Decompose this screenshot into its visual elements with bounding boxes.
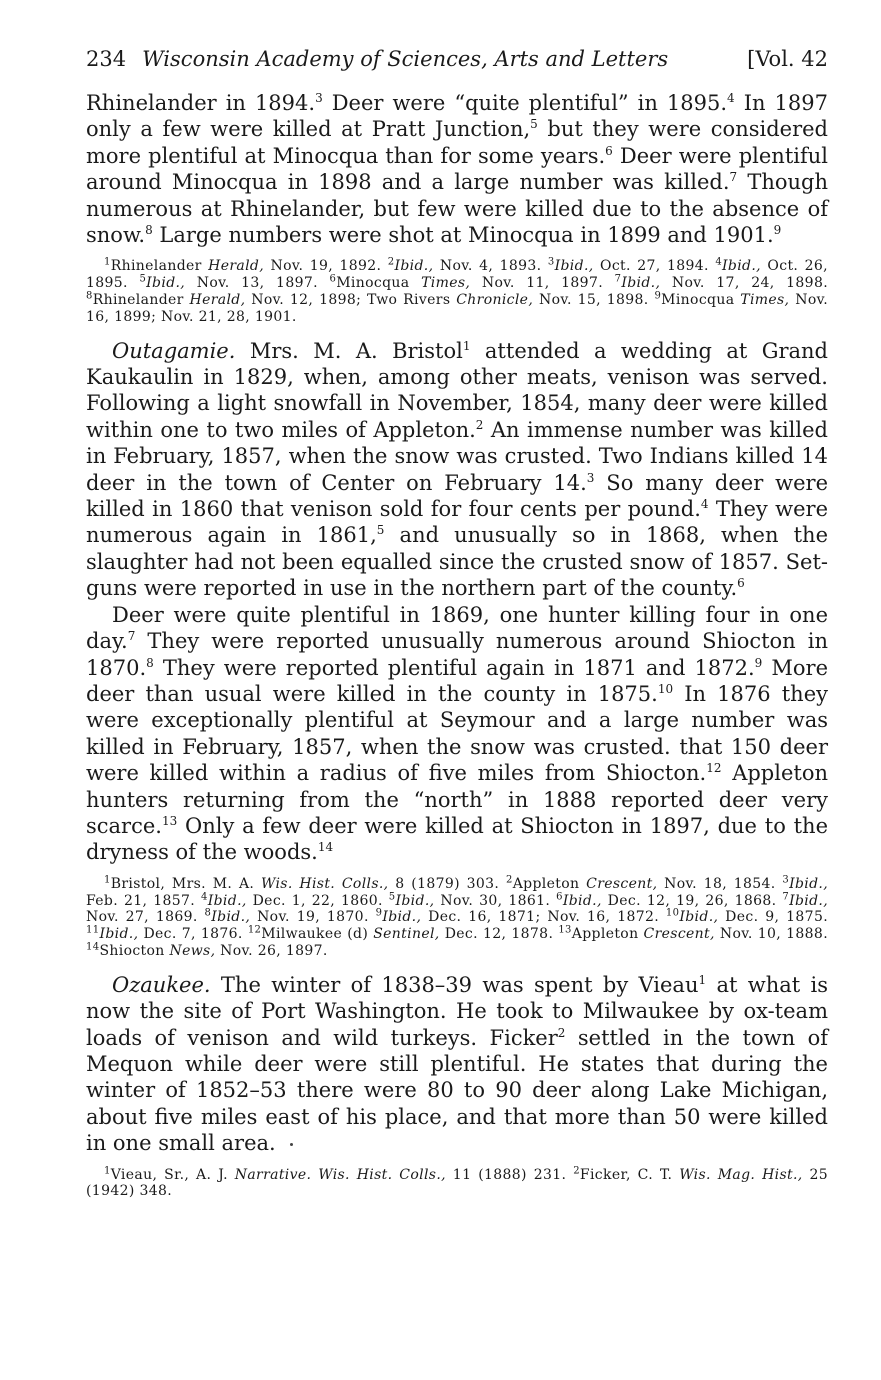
paragraph-rhinelander: Rhinelander in 1894.$^3$ Deer were “quite plentiful” in 1895.$^4$ In 1897 only a few were killed at Pratt Junction,$^5$ but they were considered more plentiful at Minocqua than for some years.$^6$ Deer were plentiful around Minocqua in 1898 and a large number was killed.$^7$ Though numerous at Rhinelander, but few were killed due to the absence of snow.$^8$ Large numbers were shot at Minocqua in 1899 and 1901.$^9$ bbox=[86, 91, 829, 248]
page bbox=[86, 44, 828, 1212]
paragraph-outagamie: Outagamie. Mrs. M. A. Bristol$^1$ attended a wedding at Grand Kaukaulin in 1829, when, among other meats, venison was served. Following a light snowfall in November, 1854, many deer were killed within one to two miles of Appleton.$^2$ An immense number was killed in February, 1857, when the snow was crusted. Two Indians killed 14 deer in the town of Center on February 14.$^3$ So many deer were killed in 1860 that venison sold for four cents per pound.$^4$ They were numerous again in 1861,$^5$ and unusually so in 1868, when the slaughter had not been equalled since the crusted snow of 1857. Set-guns were reported in use in the northern part of the county.$^6$ bbox=[86, 338, 829, 601]
county-heading-outagamie: Outagamie. bbox=[112, 338, 236, 363]
volume-label: [Vol. 42 bbox=[747, 47, 828, 71]
footnotes-block-1: $^1$Rhinelander Herald, Nov. 19, 1892. $^2$Ibid., Nov. 4, 1893. $^3$Ibid., Oct. 27, 1894. $^4$Ibid., Oct. 26, 1895. $^5$Ibid., Nov. 13, 1897. $^6$Minocqua Times, Nov. 11, 1897. $^7$Ibid., Nov. 17, 24, 1898. $^8$Rhinelander Herald, Nov. 12, 1898; Two Rivers Chronicle, Nov. 15, 1898. $^9$Minocqua Times, Nov. 16, 1899; Nov. 21, 28, 1901. bbox=[86, 256, 829, 325]
page-number: 234 bbox=[86, 47, 127, 71]
county-heading-ozaukee: Ozaukee. bbox=[112, 972, 211, 997]
footnotes-block-3: $^1$Vieau, Sr., A. J. Narrative. Wis. Hist. Colls., 11 (1888) 231. $^2$Ficker, C. T. Wis. Mag. Hist., 25 (1942) 348. bbox=[86, 1164, 828, 1200]
paragraph-outagamie-continued: Deer were quite plentiful in 1869, one hunter killing four in one day.$^7$ They were reported unusually numerous around Shiocton in 1870.$^8$ They were reported plentiful again in 1871 and 1872.$^9$ More deer than usual were killed in the county in 1875.10 In 1876 they were exceptionally plentiful at Seymour and a large number was killed in February, 1857, when the snow was crusted. that 150 deer were killed within a radius of five miles from Shiocton.$^{12}$ Appleton hunters returning from the “north” in 1888 reported deer very scarce.$^{13}$ Only a few deer were killed at Shiocton in 1897, due to the dryness of the woods.$^{14}$ bbox=[86, 602, 829, 865]
running-header bbox=[86, 44, 828, 74]
journal-title: Wisconsin Academy of Sciences, Arts and Letters bbox=[142, 47, 669, 71]
footnotes-block-2: $^1$Bristol, Mrs. M. A. Wis. Hist. Colls., 8 (1879) 303. $^2$Appleton Crescent, Nov. 18, 1854. $^3$Ibid., Feb. 21, 1857. $^4$Ibid., Dec. 1, 22, 1860. $^5$Ibid., Nov. 30, 1861. $^6$Ibid., Dec. 12, 19, 26, 1868. $^7$Ibid., Nov. 27, 1869. $^8$Ibid., Nov. 19, 1870. $^9$Ibid., Dec. 16, 1871; Nov. 16, 1872. $^{10}$Ibid., Dec. 9, 1875. $^{11}$Ibid., Dec. 7, 1876. $^{12}$Milwaukee (d) Sentinel, Dec. 12, 1878. $^{13}$Appleton Crescent, Nov. 10, 1888. $^{14}$Shiocton News, Nov. 26, 1897. bbox=[86, 874, 829, 959]
paragraph-ozaukee: Ozaukee. The winter of 1838–39 was spent by Vieau$^1$ at what is now the site of Port Washington. He took to Milwaukee by ox-team loads of venison and wild turkeys. Ficker$^2$ settled in the town of Mequon while deer were still plentiful. He states that during the winter of 1852–53 there were 80 to 90 deer along Lake Michigan, about five miles east of his place, and that more than 50 were killed in one small area. bbox=[86, 972, 828, 1156]
stray-mark-icon bbox=[290, 1143, 293, 1146]
